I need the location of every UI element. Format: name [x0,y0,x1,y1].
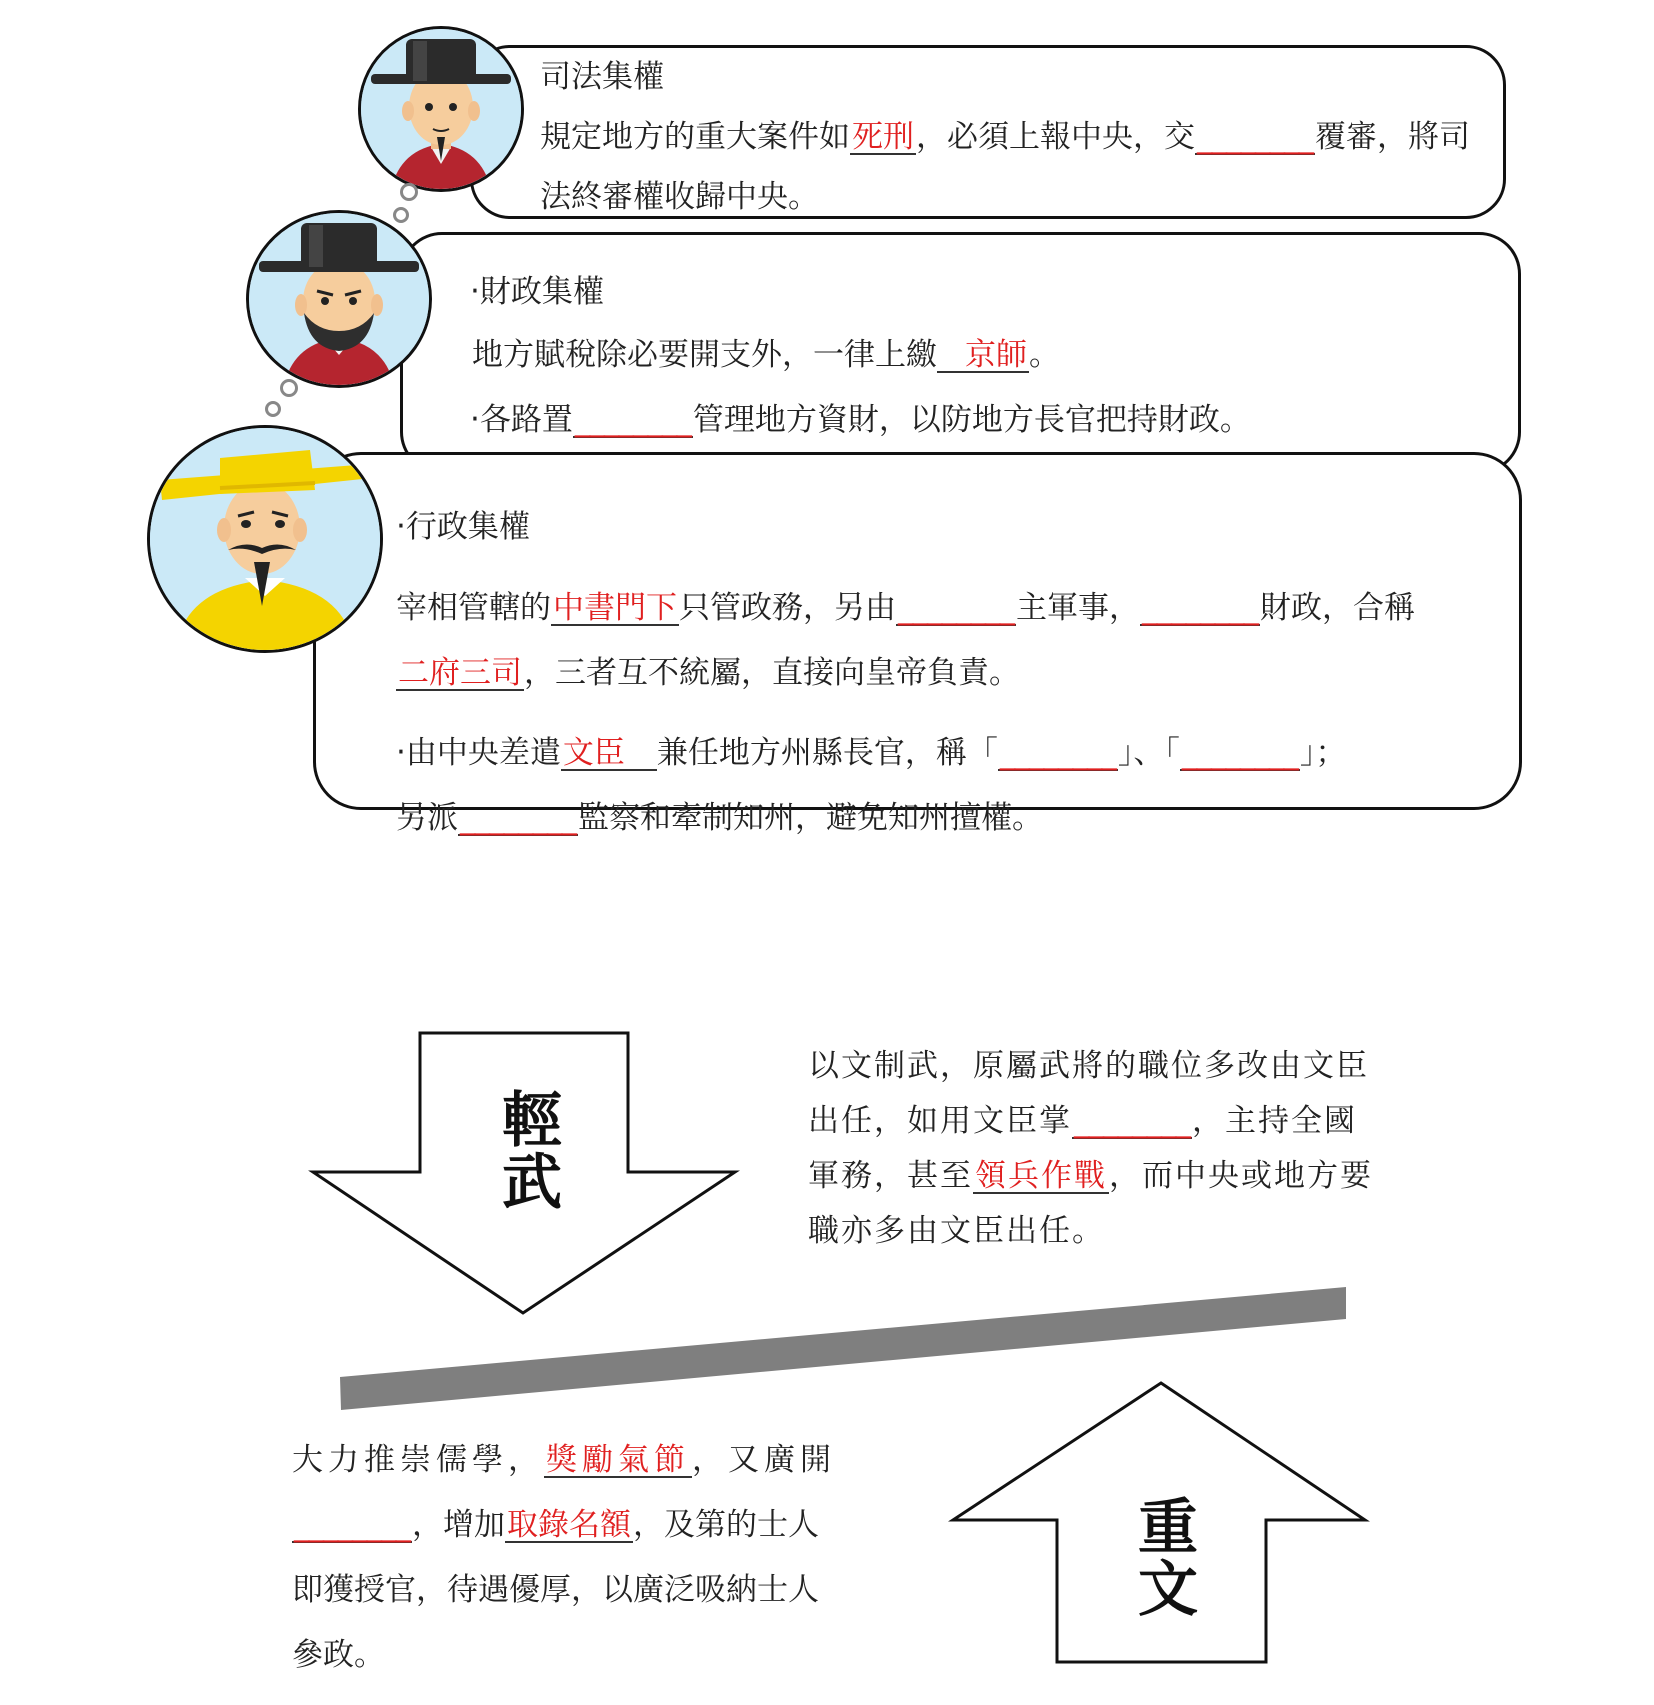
answer-lead-troops: 領兵作戰 [975,1158,1107,1194]
military-line-3 [808,1158,1373,1194]
judicial-line-2: 法終審權收歸中央。 [540,179,819,215]
admin-text: ，三者互不統屬，直接向皇帝負責。 [524,655,1020,691]
military-line-1: 以文制武，原屬武將的職位多改由文臣 [808,1048,1369,1084]
heavy-culture-label: 重文 [1128,1495,1198,1619]
answer-capital: 京師 [937,340,1029,373]
admin-blank-finance[interactable]: ________ [1142,590,1258,626]
admin-text: 另派 [396,800,458,836]
military-line-2 [808,1103,1357,1139]
answer-zhongshu-menxia: 中書門下 [553,590,677,626]
answer-admission-quota: 取錄名額 [507,1507,631,1543]
finance-text: 地方賦稅除必要開支外，一律上繳 [472,337,937,373]
admin-text: 只管政務，另由 [679,590,896,626]
finance-text: 管理地方資財，以防地方長官把持財政。 [692,402,1251,438]
judicial-title: 司法集權 [540,59,664,95]
judicial-text: 覆審，將司 [1315,119,1470,155]
culture-text: ，又廣開 [692,1442,836,1478]
culture-line-4: 參政。 [292,1637,385,1673]
answer-death-penalty: 死刑 [852,119,914,155]
admin-text: 兼任地方州縣長官，稱「 [656,735,998,771]
military-text: ，而中央或地方要 [1109,1158,1373,1194]
military-blank[interactable]: ________ [1074,1103,1190,1139]
answer-civil-officials: 文臣 [561,738,657,771]
culture-blank[interactable]: ________ [294,1507,410,1543]
culture-text: ，增加 [412,1507,505,1543]
judicial-blank[interactable]: ________ [1197,119,1313,155]
admin-blank-title-1[interactable]: ________ [999,735,1116,771]
admin-blank-title-2[interactable]: ________ [1181,735,1298,771]
light-military-label: 輕武 [492,1088,562,1212]
military-text: ，主持全國 [1192,1103,1357,1139]
admin-text: 財政，合稱 [1260,590,1415,626]
culture-text: 大力推崇儒學， [292,1442,544,1478]
finance-blank[interactable]: ________ [574,402,691,438]
finance-text: ‧各路置 [470,402,573,438]
balance-beam-icon [340,1287,1346,1410]
answer-two-bureaus-three-offices: 二府三司 [398,655,522,691]
admin-text: 」； [1299,735,1347,771]
admin-text: 主軍事， [1016,590,1140,626]
admin-text: 監察和牽制知州，避免知州擅權。 [578,800,1043,836]
admin-text: 」、「 [1117,735,1180,771]
culture-line-3: 即獲授官，待遇優厚，以廣泛吸納士人 [292,1572,819,1608]
military-line-4: 職亦多由文臣出任。 [808,1213,1105,1249]
finance-title: ‧財政集權 [470,274,604,310]
admin-title: ‧行政集權 [396,509,530,545]
admin-blank-military[interactable]: ________ [898,590,1014,626]
admin-text: ‧由中央差遣 [396,735,561,771]
admin-blank-supervisor[interactable]: ________ [460,800,576,836]
military-text: 出任，如用文臣掌 [808,1103,1072,1139]
culture-text: ，及第的士人 [633,1507,819,1543]
military-text: 軍務，甚至 [808,1158,973,1194]
culture-line-2 [292,1507,819,1543]
judicial-text: ，必須上報中央，交 [916,119,1195,155]
judicial-text: 規定地方的重大案件如 [540,119,850,155]
culture-line-1 [292,1442,836,1478]
admin-text: 宰相管轄的 [396,590,551,626]
answer-reward-integrity: 獎勵氣節 [546,1442,690,1478]
finance-text: 。 [1029,337,1060,373]
